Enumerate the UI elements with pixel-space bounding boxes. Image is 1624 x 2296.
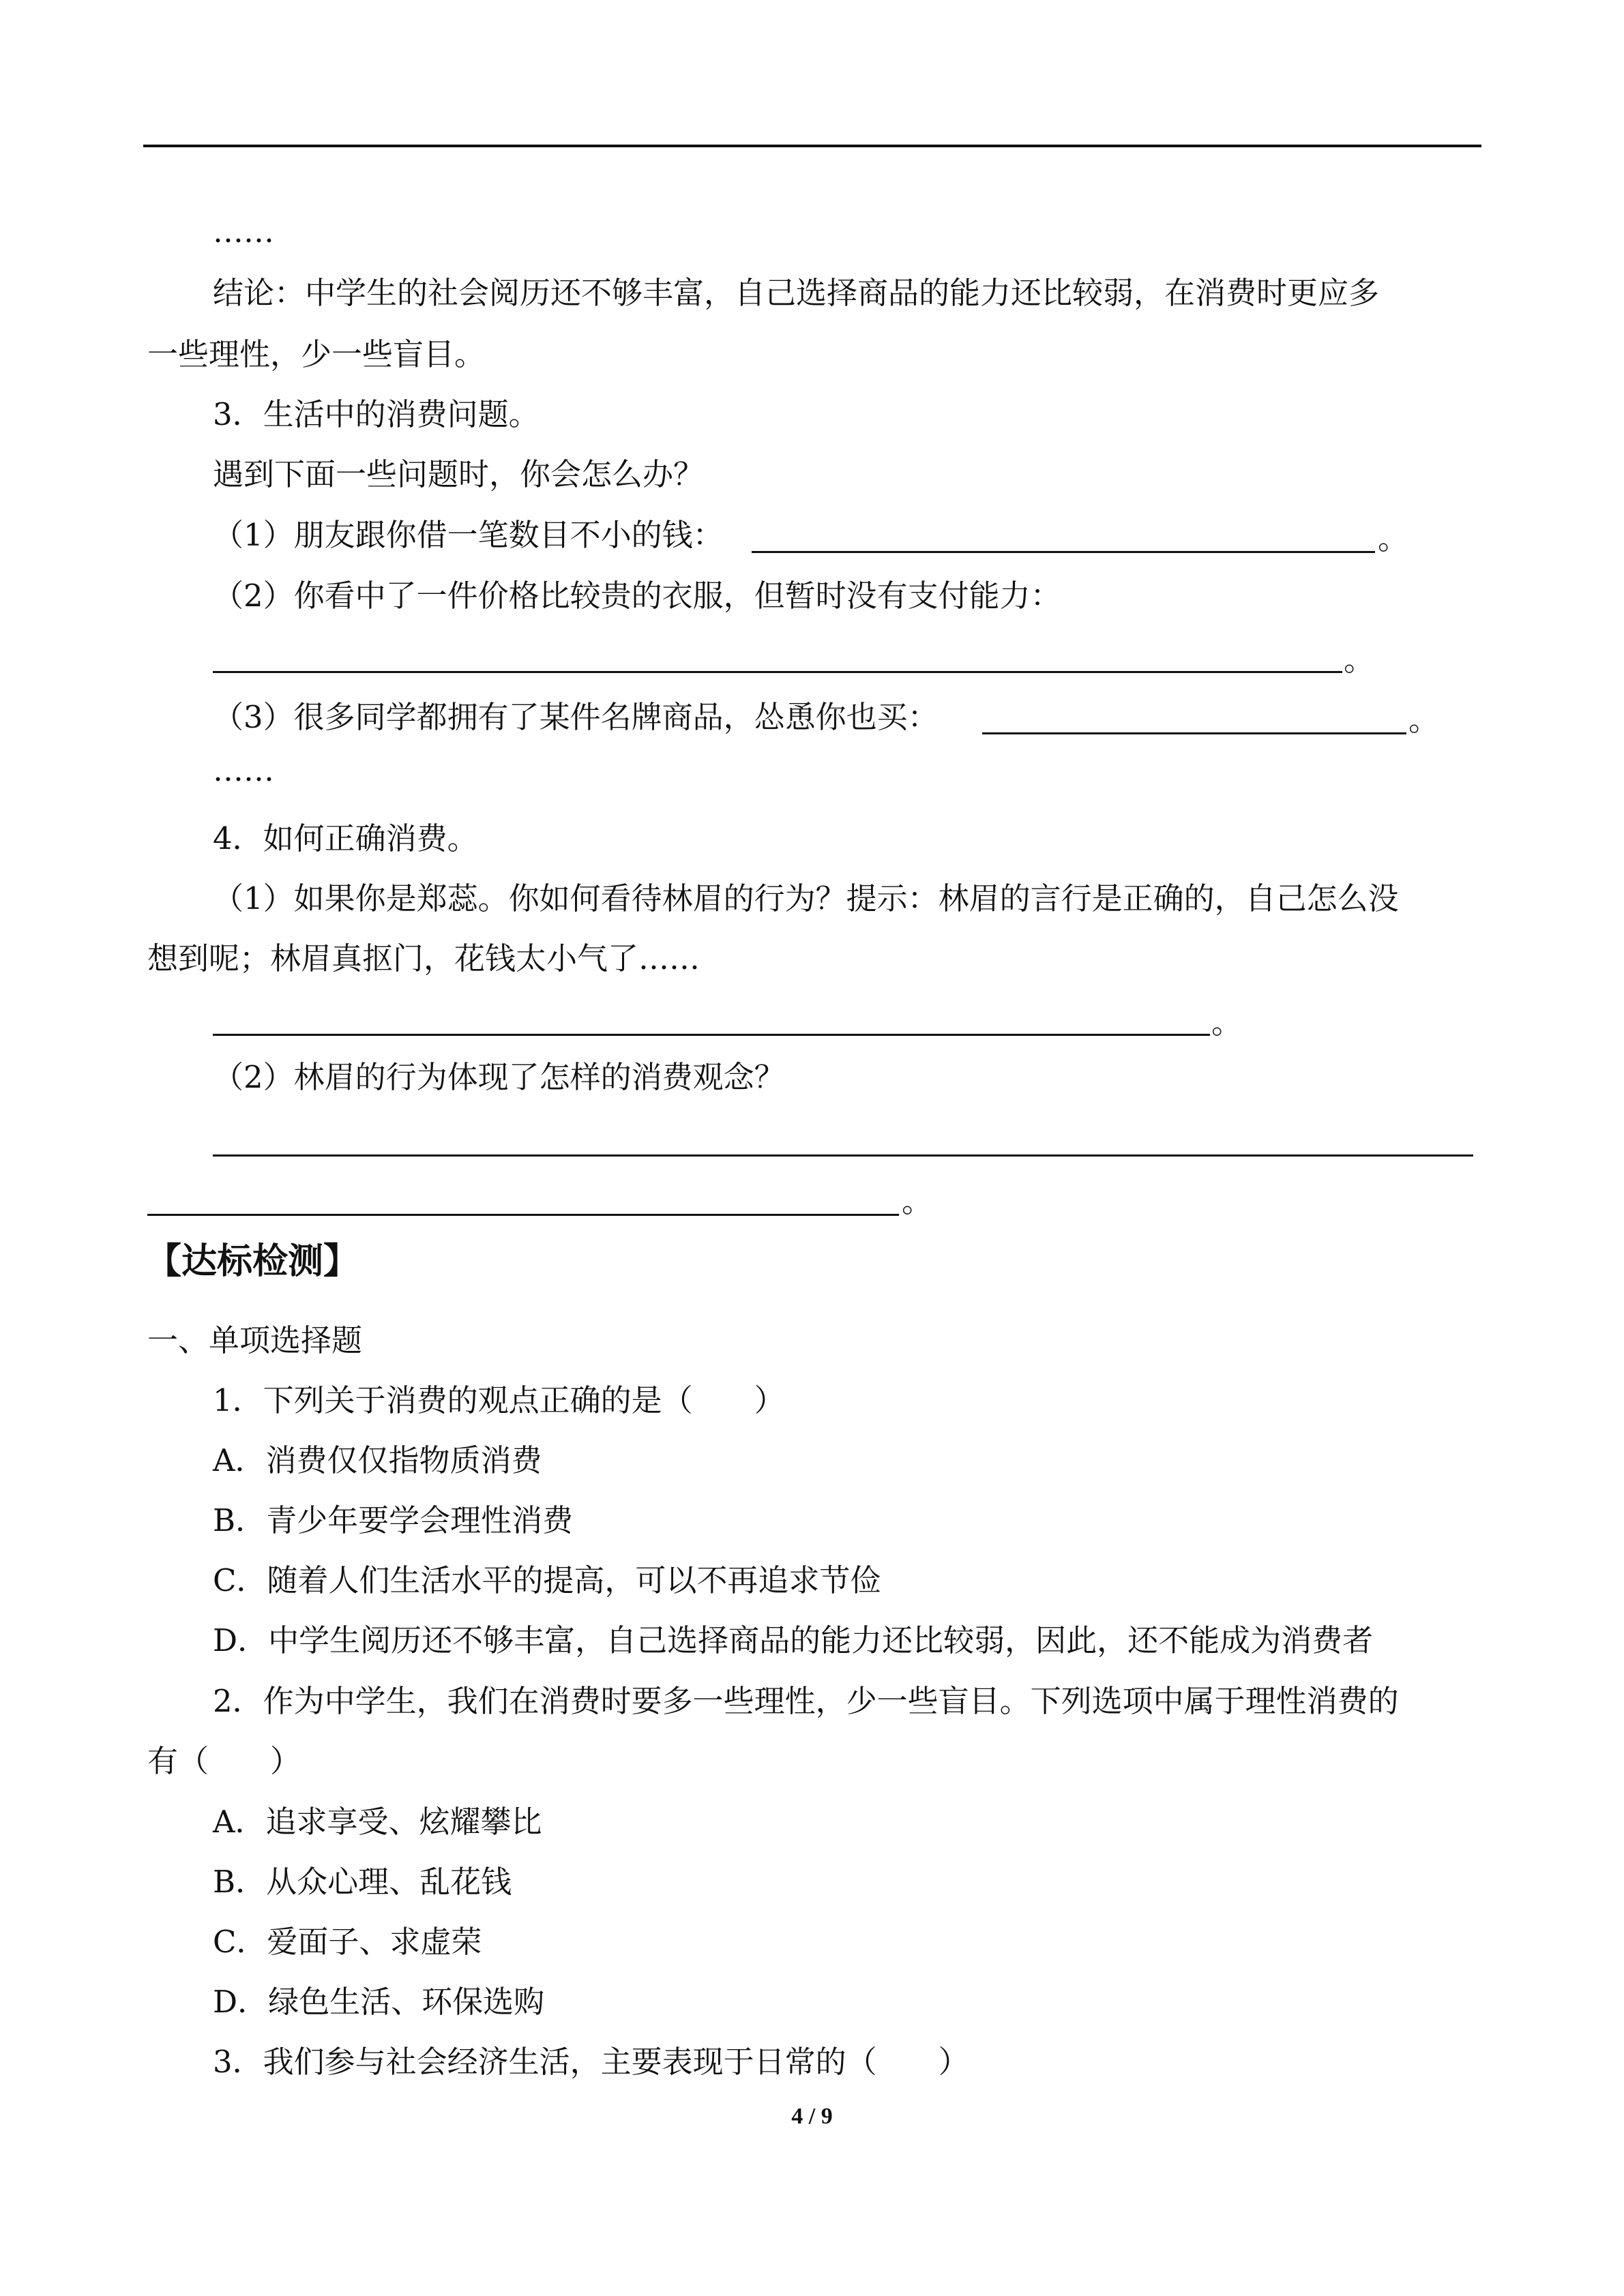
header-rule: [143, 145, 1481, 147]
item-4-question-2: （2）林眉的行为体现了怎样的消费观念？: [213, 1059, 785, 1095]
mc-option: C．爱面子、求虚荣: [213, 1924, 482, 1960]
answer-blank-item4-q2-line2[interactable]: [147, 1214, 899, 1216]
item-3-title: 3．生活中的消费问题。: [213, 396, 540, 432]
period: 。: [1344, 642, 1375, 678]
answer-blank-q1[interactable]: [752, 551, 1375, 553]
mc-option: B．从众心理、乱花钱: [213, 1864, 512, 1900]
mc-option: A．追求享受、炫耀攀比: [213, 1804, 542, 1840]
part-title: 一、单项选择题: [147, 1322, 363, 1358]
question-3: （3）很多同学都拥有了某件名牌商品，怂恿你也买：: [213, 699, 939, 735]
conclusion-text: 结论：中学生的社会阅历还不够丰富，自己选择商品的能力还比较弱，在消费时更应多: [213, 275, 1380, 311]
mc-question-1-stem: 1．下列关于消费的观点正确的是（ ）: [213, 1382, 785, 1418]
answer-blank-q3[interactable]: [982, 732, 1406, 734]
mc-option: C．随着人们生活水平的提高，可以不再追求节俭: [213, 1562, 881, 1598]
mc-question-2-stem-cont: 有（ ）: [147, 1743, 301, 1779]
item-4-question-1-cont: 想到呢；林眉真抠门，花钱太小气了……: [147, 940, 700, 976]
period: 。: [1378, 520, 1409, 556]
mc-option: D．中学生阅历还不够丰富，自己选择商品的能力还比较弱，因此，还不能成为消费者: [213, 1622, 1374, 1658]
mc-question-2-stem: 2．作为中学生，我们在消费时要多一些理性，少一些盲目。下列选项中属于理性消费的: [213, 1683, 1399, 1719]
mc-option: D．绿色生活、环保选购: [213, 1984, 545, 2020]
mc-option: B．青少年要学会理性消费: [213, 1502, 574, 1538]
period: 。: [902, 1183, 933, 1219]
mc-question-3-stem: 3．我们参与社会经济生活，主要表现于日常的（ ）: [213, 2044, 969, 2080]
answer-blank-q2[interactable]: [213, 671, 1342, 673]
question-1: （1）朋友跟你借一笔数目不小的钱：: [213, 517, 724, 553]
item-3-prompt: 遇到下面一些问题时，你会怎么办？: [213, 456, 705, 492]
ellipsis: ……: [213, 752, 274, 788]
item-4-title: 4．如何正确消费。: [213, 820, 478, 856]
section-heading: 【达标检测】: [146, 1240, 359, 1282]
answer-blank-item4-q1[interactable]: [213, 1034, 1210, 1036]
ellipsis: ……: [213, 213, 274, 250]
period: 。: [1408, 702, 1440, 738]
question-2: （2）你看中了一件价格比较贵的衣服，但暂时没有支付能力：: [213, 578, 1061, 614]
page-number: 4 / 9: [791, 2104, 833, 2129]
answer-blank-item4-q2-line1[interactable]: [213, 1154, 1473, 1157]
mc-option: A．消费仅仅指物质消费: [213, 1442, 542, 1478]
item-4-question-1: （1）如果你是郑蕊。你如何看待林眉的行为？提示：林眉的言行是正确的，自己怎么没: [213, 880, 1399, 916]
conclusion-text-cont: 一些理性，少一些盲目。: [147, 336, 486, 372]
period: 。: [1211, 1004, 1243, 1041]
